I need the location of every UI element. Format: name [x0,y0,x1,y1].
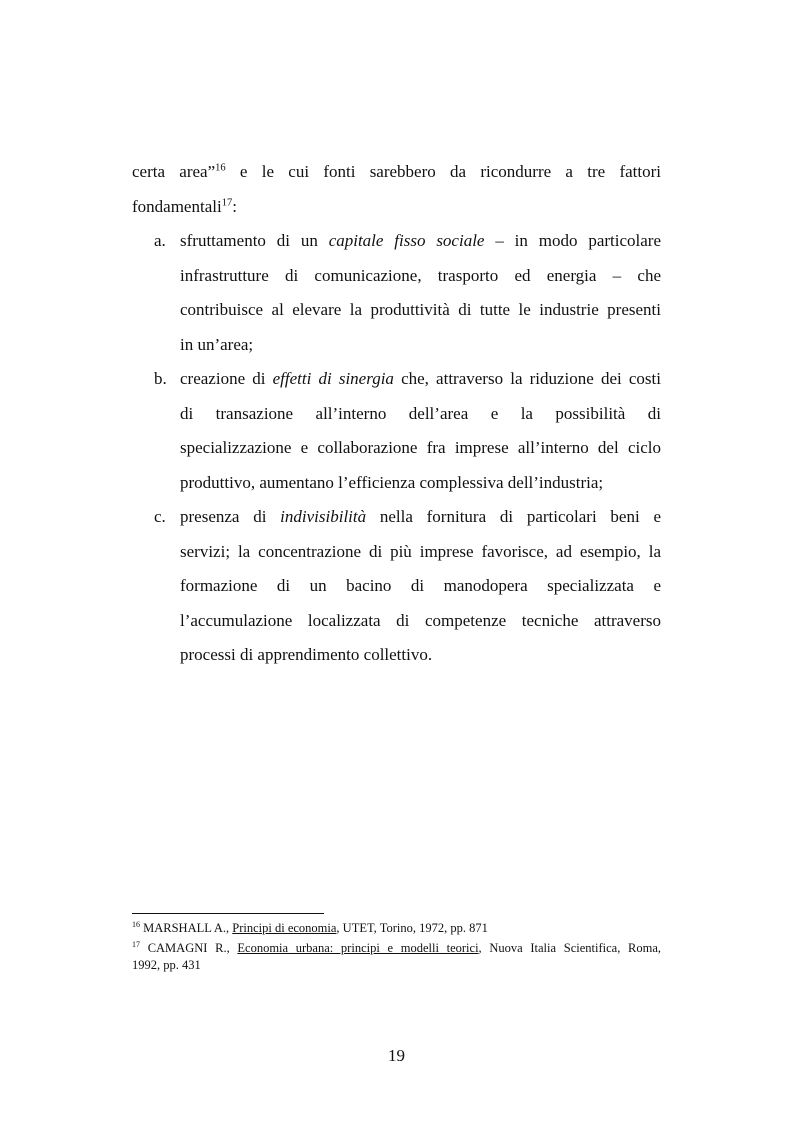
footnote-publisher: , UTET, Torino, 1972, pp. 871 [336,921,488,935]
list-a-line-1 [180,224,661,259]
emphasis-text: effetti di sinergia [272,369,394,388]
text: presenza di [180,507,281,526]
list-a-line-4: in un’area; [180,334,254,354]
list-item-c [132,500,661,673]
footnote-17 [132,940,661,975]
intro-text-rest: e le cui fonti sarebbero da ricondurre a tre fattori [225,162,661,181]
page-number: 19 [388,1046,405,1065]
text: che, attraverso la riduzione dei costi [393,369,661,388]
footnote-16 [132,920,661,938]
list-b-line-4: produttivo, aumentano l’efficienza complessiva dell’industria; [180,472,604,492]
footnote-17-line-2: 1992, pp. 431 [132,958,201,972]
intro-line-2 [132,190,661,225]
intro-colon: : [232,196,237,216]
footnote-title: Economia urbana: principi e modelli teorici [237,940,479,955]
list-a-line-2: infrastrutture di comunicazione, trasporto ed energia – che [180,265,661,285]
list-c-line-2: servizi; la concentrazione di più imprese favorisce, ad esempio, la [180,541,661,561]
list-c-line-1 [180,500,661,535]
list-a-line-3: contribuisce al elevare la produttività di tutte le industrie presenti [180,300,661,319]
footnote-17-line-1 [132,940,661,958]
footnotes [132,920,661,975]
text: – in modo particolare [484,231,661,250]
intro-text: certa area” [132,162,216,181]
footnote-16-line [132,920,661,938]
list-b-line-2: di transazione all’interno dell’area e la possibilità di [180,403,661,423]
footnote-publisher: , Nuova Italia Scientifica, Roma, [478,940,661,955]
list-item-b [132,362,661,500]
factor-list [132,224,661,673]
body-text [132,155,661,673]
list-marker-a: a. [154,231,166,250]
footnote-number: 17 [132,939,140,949]
emphasis-text: capitale fisso sociale [328,231,485,250]
footnote-author: CAMAGNI R., [140,940,238,955]
intro-line-1 [132,155,661,190]
footnote-separator [132,913,324,914]
list-marker-c: c. [154,507,166,526]
text: creazione di [180,369,273,388]
footnote-ref-17[interactable]: 17 [221,196,233,208]
list-item-a [132,224,661,362]
footnote-number: 16 [132,919,140,929]
text: sfruttamento di un [180,231,329,250]
list-marker-b: b. [154,369,167,388]
footnote-author: MARSHALL A., [140,921,233,935]
footnote-ref-16[interactable]: 16 [215,162,226,174]
intro-text-2: fondamentali [132,196,222,216]
list-c-line-4: l’accumulazione localizzata di competenze tecniche attraverso [180,610,661,630]
list-c-line-3: formazione di un bacino di manodopera specializzata e [180,576,661,595]
text: nella fornitura di particolari beni e [366,507,661,526]
list-c-line-5: processi di apprendimento collettivo. [180,645,433,664]
footnote-title: Principi di economia [232,921,337,935]
list-b-line-1 [180,362,661,397]
emphasis-text: indivisibilità [280,507,367,526]
list-b-line-3: specializzazione e collaborazione fra imprese all’interno del ciclo [180,438,661,457]
